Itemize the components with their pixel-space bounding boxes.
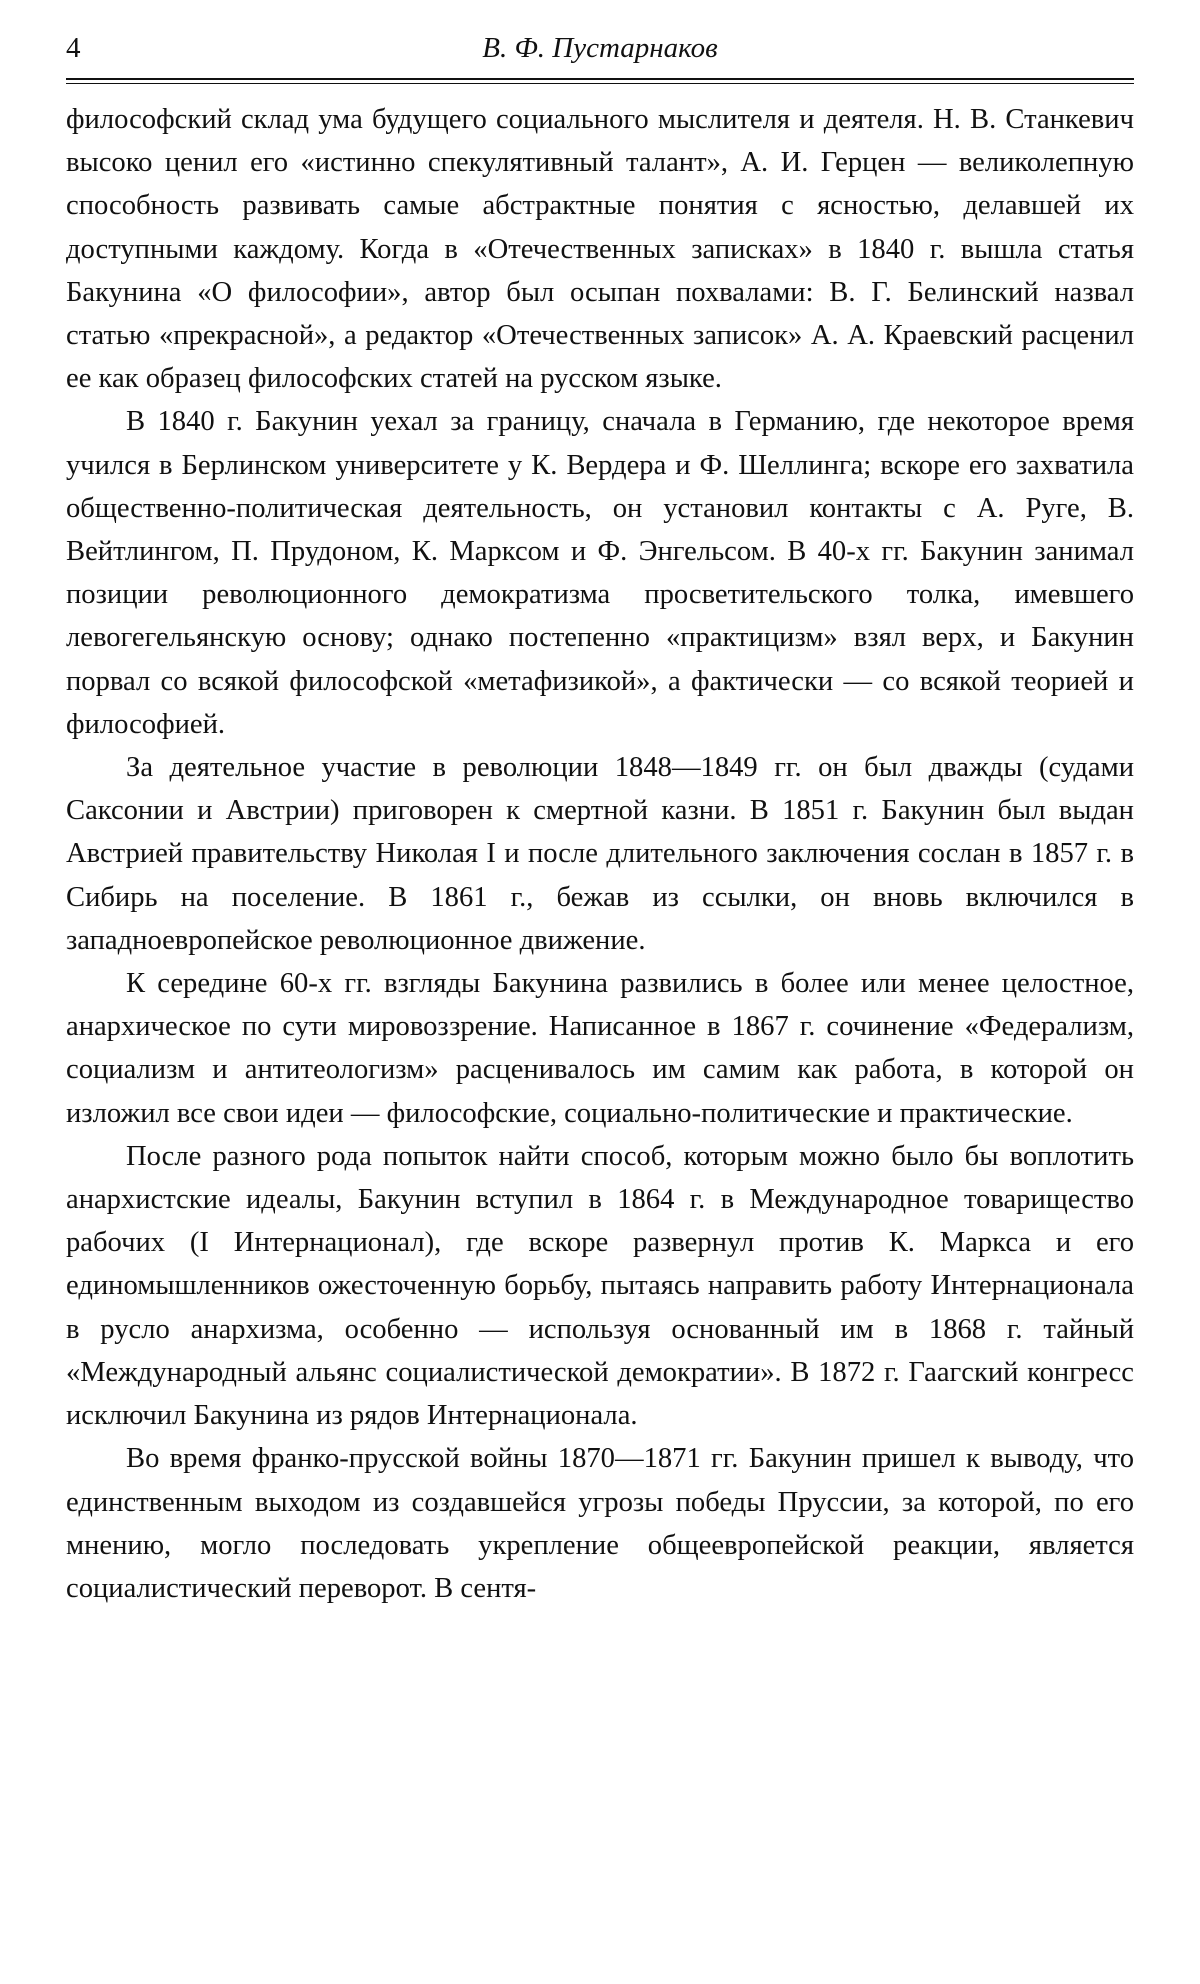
running-title: В. Ф. Пустарнаков (482, 32, 718, 64)
paragraph-5: После разного рода попыток найти способ, которым можно было бы воплотить анархистские идеалы, Бакунин вступил в 1864 г. в Международное товарищество рабочих (I Интернационал), где вскоре развернул против К. Маркса и его единомышленников ожесточенную борьбу, пытаясь направить работу Интернационала в русло анархизма, особенно — используя основанный им в 1868 г. тайный «Международный альянс социалистической демократии». В 1872 г. Гаагский конгресс исключил Бакунина из рядов Интернационала. (66, 1140, 1134, 1432)
header-rule-thin (66, 83, 1134, 84)
paragraph-1: философский склад ума будущего социального мыслителя и деятеля. Н. В. Станкевич высоко ценил его «истинно спекулятивный талант», А. И. Герцен — великолепную способность развивать самые абстрактные понятия с ясностью, делавшей их доступными каждому. Когда в «Отечественных записках» в 1840 г. вышла статья Бакунина «О философии», автор был осыпан похвалами: В. Г. Белинский назвал статью «прекрасной», а редактор «Отечественных записок» А. А. Краевский расценил ее как образец философских статей на русском языке. (66, 104, 1134, 395)
page-number: 4 (66, 32, 81, 64)
body-text (66, 98, 1134, 1610)
running-head (66, 26, 1134, 76)
paragraph-6: Во время франко-прусской войны 1870—1871 гг. Бакунин пришел к выводу, что единственным выходом из создавшейся угрозы победы Пруссии, за которой, по его мнению, могло последовать укрепление общеевропейской реакции, является социалистический переворот. В сентя- (66, 1443, 1134, 1604)
paragraph-3: За деятельное участие в революции 1848—1849 гг. он был дважды (судами Саксонии и Австрии) приговорен к смертной казни. В 1851 г. Бакунин был выдан Австрией правительству Николая I и после длительного заключения сослан в 1857 г. в Сибирь на поселение. В 1861 г., бежав из ссылки, он вновь включился в западноевропейское революционное движение. (66, 752, 1134, 956)
paragraph-4: К середине 60-х гг. взгляды Бакунина развились в более или менее целостное, анархическое по сути мировоззрение. Написанное в 1867 г. сочинение «Федерализм, социализм и антитеологизм» расценивалось им самим как работа, в которой он изложил все свои идеи — философские, социально-политические и практические. (66, 968, 1134, 1129)
header-rule (66, 78, 1134, 80)
document-page (66, 26, 1134, 1610)
paragraph-2: В 1840 г. Бакунин уехал за границу, сначала в Германию, где некоторое время учился в Берлинском университете у К. Вердера и Ф. Шеллинга; вскоре его захватила общественно-политическая деятельность, он установил контакты с А. Руге, В. Вейтлингом, П. Прудоном, К. Марксом и Ф. Энгельсом. В 40-х гг. Бакунин занимал позиции революционного демократизма просветительского толка, имевшего левогегельянскую основу; однако постепенно «практицизм» взял верх, и Бакунин порвал со всякой философской «метафизикой», а фактически — со всякой теорией и философией. (66, 406, 1134, 740)
